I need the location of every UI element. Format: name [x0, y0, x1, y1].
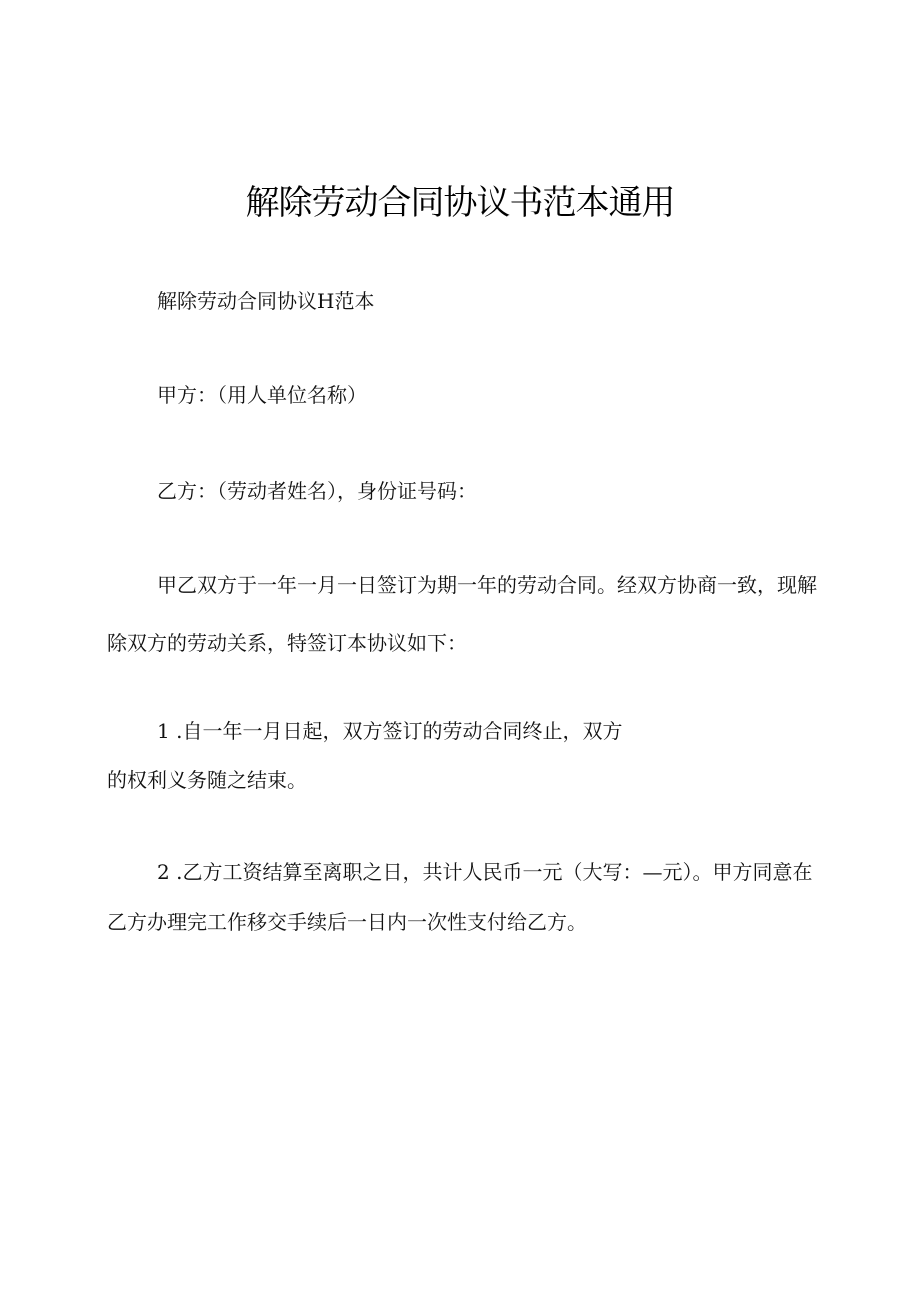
party-a-line: 甲方：（用人单位名称） [157, 383, 367, 407]
document-title: 解除劳动合同协议书范本通用 [245, 183, 675, 223]
intro-line-1: 甲乙双方于一年一月一日签订为期一年的劳动合同。经双方协商一致，现解 [157, 573, 817, 597]
clause-1-line-2: 的权利义务随之结束。 [107, 768, 307, 792]
document-subtitle: 解除劳动合同协议H范本 [157, 289, 375, 313]
clause-1-line-1: 1 .自一年一月日起，双方签订的劳动合同终止，双方 [157, 719, 623, 743]
party-b-line: 乙方：（劳动者姓名），身份证号码： [157, 479, 477, 503]
clause-2-line-2: 乙方办理完工作移交手续后一日内一次性支付给乙方。 [107, 910, 587, 934]
clause-2-line-1: 2 .乙方工资结算至离职之日，共计人民币一元（大写：—元）。甲方同意在 [157, 860, 813, 884]
intro-line-2: 除双方的劳动关系，特签订本协议如下： [107, 631, 467, 655]
